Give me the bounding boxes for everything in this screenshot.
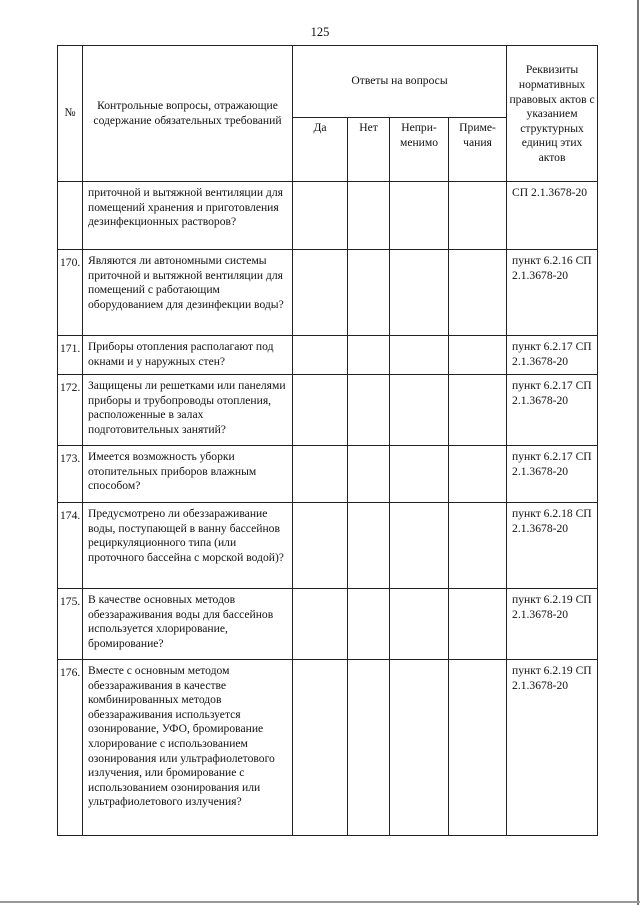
- answer-yes-cell[interactable]: [293, 503, 348, 589]
- row-reference: пункт 6.2.19 СП 2.1.3678-20: [507, 660, 598, 836]
- answer-note-cell[interactable]: [449, 375, 507, 446]
- answer-not-applicable-cell[interactable]: [390, 375, 449, 446]
- answer-no-cell[interactable]: [348, 446, 390, 503]
- table-body: [58, 182, 598, 836]
- row-number: [58, 182, 83, 250]
- scan-edge-bottom: [0, 901, 640, 903]
- scan-edge-right: [637, 0, 639, 905]
- header-no: Нет: [348, 118, 390, 182]
- answer-note-cell[interactable]: [449, 336, 507, 375]
- header-requisites: Реквизиты нормативных правовых актов с указанием структурных единиц этих актов: [507, 46, 598, 182]
- answer-yes-cell[interactable]: [293, 336, 348, 375]
- answer-not-applicable-cell[interactable]: [390, 589, 449, 660]
- answer-note-cell[interactable]: [449, 660, 507, 836]
- answer-not-applicable-cell[interactable]: [390, 446, 449, 503]
- answer-no-cell[interactable]: [348, 589, 390, 660]
- table-row: [58, 503, 598, 589]
- checklist-table: [57, 45, 598, 836]
- row-reference: пункт 6.2.17 СП 2.1.3678-20: [507, 375, 598, 446]
- table-row: [58, 336, 598, 375]
- page-number: 125: [310, 25, 330, 39]
- header-note: Приме-чания: [449, 118, 507, 182]
- answer-note-cell[interactable]: [449, 503, 507, 589]
- row-question: Имеется возможность уборки отопительных приборов влажным способом?: [83, 446, 293, 503]
- answer-not-applicable-cell[interactable]: [390, 503, 449, 589]
- table-header: [58, 46, 598, 182]
- row-reference: пункт 6.2.17 СП 2.1.3678-20: [507, 336, 598, 375]
- answer-not-applicable-cell[interactable]: [390, 336, 449, 375]
- row-question: Защищены ли решетками или панелями приборы и трубопроводы отопления, расположенные в залах подготовительных занятий?: [83, 375, 293, 446]
- row-number: 172.: [58, 375, 83, 446]
- answer-yes-cell[interactable]: [293, 182, 348, 250]
- answer-no-cell[interactable]: [348, 182, 390, 250]
- header-number: №: [58, 46, 83, 182]
- table-row: [58, 250, 598, 336]
- table-row: [58, 446, 598, 503]
- row-question: Приборы отопления располагают под окнами и у наружных стен?: [83, 336, 293, 375]
- header-answers: Ответы на вопросы: [293, 46, 507, 118]
- row-reference: пункт 6.2.18 СП 2.1.3678-20: [507, 503, 598, 589]
- header-not-applicable: Непри-менимо: [390, 118, 449, 182]
- answer-no-cell[interactable]: [348, 660, 390, 836]
- answer-no-cell[interactable]: [348, 503, 390, 589]
- answer-yes-cell[interactable]: [293, 375, 348, 446]
- answer-not-applicable-cell[interactable]: [390, 182, 449, 250]
- row-number: 171.: [58, 336, 83, 375]
- answer-note-cell[interactable]: [449, 589, 507, 660]
- row-question: В качестве основных методов обеззараживания воды для бассейнов используется хлорирование, бромирование?: [83, 589, 293, 660]
- row-question: Вместе с основным методом обеззараживания в качестве комбинированных методов обеззараживания используется озонирование, УФО, бромирование хлорирование с использованием озонирования или ультрафиолетового излучения, или бромирование с использованием озонирования или ультрафиолетового излучения?: [83, 660, 293, 836]
- row-reference: пункт 6.2.16 СП 2.1.3678-20: [507, 250, 598, 336]
- answer-not-applicable-cell[interactable]: [390, 250, 449, 336]
- header-question: Контрольные вопросы, отражающие содержание обязательных требований: [83, 46, 293, 182]
- row-number: 174.: [58, 503, 83, 589]
- row-reference: пункт 6.2.17 СП 2.1.3678-20: [507, 446, 598, 503]
- table-row: [58, 375, 598, 446]
- header-yes: Да: [293, 118, 348, 182]
- answer-yes-cell[interactable]: [293, 660, 348, 836]
- row-question: приточной и вытяжной вентиляции для помещений хранения и приготовления дезинфекционных растворов?: [83, 182, 293, 250]
- answer-yes-cell[interactable]: [293, 589, 348, 660]
- answer-not-applicable-cell[interactable]: [390, 660, 449, 836]
- answer-no-cell[interactable]: [348, 250, 390, 336]
- row-question: Предусмотрено ли обеззараживание воды, поступающей в ванну бассейнов рециркуляционного типа (или проточного бассейна с морской водой)?: [83, 503, 293, 589]
- table-row: [58, 589, 598, 660]
- answer-no-cell[interactable]: [348, 375, 390, 446]
- row-question: Являются ли автономными системы приточной и вытяжной вентиляции для помещений с работающим оборудованием для дезинфекции воды?: [83, 250, 293, 336]
- answer-yes-cell[interactable]: [293, 250, 348, 336]
- row-reference: СП 2.1.3678-20: [507, 182, 598, 250]
- answer-yes-cell[interactable]: [293, 446, 348, 503]
- row-number: 170.: [58, 250, 83, 336]
- table-row: [58, 182, 598, 250]
- row-number: 175.: [58, 589, 83, 660]
- answer-note-cell[interactable]: [449, 182, 507, 250]
- answer-note-cell[interactable]: [449, 250, 507, 336]
- table-row: [58, 660, 598, 836]
- row-number: 173.: [58, 446, 83, 503]
- answer-no-cell[interactable]: [348, 336, 390, 375]
- row-number: 176.: [58, 660, 83, 836]
- answer-note-cell[interactable]: [449, 446, 507, 503]
- row-reference: пункт 6.2.19 СП 2.1.3678-20: [507, 589, 598, 660]
